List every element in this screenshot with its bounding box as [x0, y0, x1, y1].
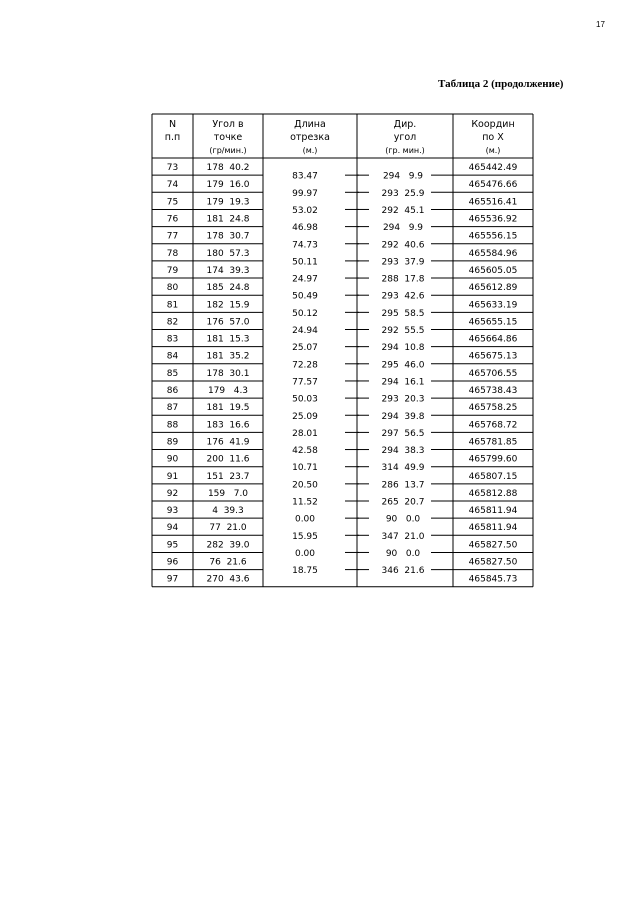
- point-number: 92: [166, 488, 179, 499]
- point-x-coordinate: 465633.19: [468, 300, 518, 311]
- point-number: 81: [166, 300, 179, 311]
- point-x-coordinate: 465664.86: [468, 334, 518, 345]
- segment-direction-angle: 294 9.9: [382, 223, 424, 234]
- point-x-coordinate: 465758.25: [468, 403, 518, 414]
- header-col5-line-0: Координ: [471, 119, 515, 130]
- segment-direction-angle: 293 25.9: [381, 188, 425, 199]
- point-number: 79: [166, 265, 179, 276]
- point-x-coordinate: 465584.96: [468, 248, 518, 259]
- segment-length: 50.12: [292, 308, 318, 319]
- point-angle: 183 16.6: [206, 420, 250, 431]
- header-col2-line-0: Угол в: [212, 119, 244, 130]
- point-angle: 200 11.6: [206, 454, 250, 465]
- segment-direction-angle: 265 20.7: [381, 497, 425, 508]
- point-x-coordinate: 465781.85: [468, 437, 518, 448]
- segment-direction-angle: 294 9.9: [382, 171, 424, 182]
- segment-direction-angle: 293 20.3: [381, 394, 425, 405]
- header-col2-line-2: (гр/мин.): [209, 146, 247, 155]
- header-col3-line-2: (м.): [302, 146, 318, 155]
- segment-direction-angle: 294 39.8: [381, 411, 425, 422]
- header-col5-line-1: по X: [482, 132, 504, 143]
- point-x-coordinate: 465812.88: [468, 488, 518, 499]
- point-x-coordinate: 465442.49: [468, 163, 518, 174]
- point-number: 75: [166, 197, 179, 208]
- point-x-coordinate: 465476.66: [468, 180, 518, 191]
- segment-length: 25.09: [292, 411, 318, 422]
- point-x-coordinate: 465807.15: [468, 471, 518, 482]
- segment-direction-angle: 292 45.1: [381, 205, 425, 216]
- point-number: 95: [166, 540, 179, 551]
- point-number: 77: [166, 231, 179, 242]
- segment-direction-angle: 314 49.9: [381, 463, 425, 474]
- point-x-coordinate: 465706.55: [468, 368, 518, 379]
- segment-length: 24.97: [292, 274, 318, 285]
- segment-length: 50.03: [292, 394, 318, 405]
- point-angle: 76 21.6: [209, 557, 247, 568]
- point-angle: 179 4.3: [207, 386, 249, 397]
- segment-direction-angle: 288 17.8: [381, 274, 425, 285]
- segment-length: 25.07: [292, 343, 318, 354]
- point-angle: 181 24.8: [206, 214, 250, 225]
- table-header: [165, 119, 515, 155]
- header-col3-line-1: отрезка: [290, 132, 330, 143]
- point-x-coordinate: 465827.50: [468, 540, 518, 551]
- point-angle: 176 57.0: [206, 317, 250, 328]
- point-angle: 174 39.3: [206, 265, 250, 276]
- header-col1-line-0: N: [168, 119, 177, 130]
- segment-length: 10.71: [292, 463, 318, 474]
- point-number: 96: [166, 557, 179, 568]
- point-angle: 159 7.0: [207, 488, 249, 499]
- point-angle: 185 24.8: [206, 283, 250, 294]
- header-col4-line-2: (гр. мин.): [385, 146, 425, 155]
- point-angle: 182 15.9: [206, 300, 250, 311]
- header-col4-line-1: угол: [393, 132, 417, 143]
- point-number: 76: [166, 214, 179, 225]
- segment-direction-angle: 286 13.7: [381, 480, 425, 491]
- point-angle: 151 23.7: [206, 471, 250, 482]
- segment-length: 11.52: [292, 497, 318, 508]
- segment-direction-angle: 293 42.6: [381, 291, 425, 302]
- point-angle: 4 39.3: [212, 506, 244, 517]
- point-x-coordinate: 465799.60: [468, 454, 518, 465]
- point-x-coordinate: 465612.89: [468, 283, 518, 294]
- header-col3-line-0: Длина: [294, 119, 326, 130]
- point-number: 87: [166, 403, 179, 414]
- point-number: 85: [166, 368, 179, 379]
- point-number: 91: [166, 471, 179, 482]
- point-x-coordinate: 465655.15: [468, 317, 518, 328]
- segment-direction-angle: 347 21.0: [381, 531, 425, 542]
- point-number: 84: [166, 351, 179, 362]
- point-number: 86: [166, 386, 179, 397]
- segment-direction-angle: 294 16.1: [381, 377, 425, 388]
- point-angle: 180 57.3: [206, 248, 250, 259]
- header-col5-line-2: (м.): [485, 146, 501, 155]
- segment-length: 77.57: [292, 377, 318, 388]
- segment-length: 46.98: [292, 223, 318, 234]
- segment-direction-angle: 294 38.3: [381, 446, 425, 457]
- segment-length: 99.97: [292, 188, 318, 199]
- segment-length: 15.95: [292, 531, 318, 542]
- segment-length: 42.58: [292, 446, 318, 457]
- segment-direction-angle: 293 37.9: [381, 257, 425, 268]
- point-angle: 179 19.3: [206, 197, 250, 208]
- point-number: 82: [166, 317, 179, 328]
- point-angle: 181 35.2: [206, 351, 250, 362]
- point-angle: 282 39.0: [206, 540, 250, 551]
- point-number: 94: [166, 523, 179, 534]
- point-angle: 77 21.0: [209, 523, 247, 534]
- segment-length: 0.00: [294, 548, 316, 559]
- point-x-coordinate: 465827.50: [468, 557, 518, 568]
- point-number: 83: [166, 334, 179, 345]
- segment-length: 0.00: [294, 514, 316, 525]
- point-angle: 181 19.5: [206, 403, 250, 414]
- segment-length: 72.28: [292, 360, 318, 371]
- segment-length: 20.50: [292, 480, 318, 491]
- table-caption: Таблица 2 (продолжение): [438, 78, 564, 90]
- segment-direction-angle: 90 0.0: [385, 514, 421, 525]
- point-number: 74: [166, 180, 179, 191]
- point-x-coordinate: 465811.94: [468, 523, 518, 534]
- segment-length: 53.02: [292, 205, 318, 216]
- point-number: 89: [166, 437, 179, 448]
- header-col2-line-1: точке: [213, 132, 243, 143]
- segment-direction-angle: 295 58.5: [381, 308, 425, 319]
- point-angle: 178 30.1: [206, 368, 250, 379]
- segment-length: 50.11: [292, 257, 318, 268]
- header-col4-line-0: Дир.: [393, 119, 417, 130]
- point-x-coordinate: 465845.73: [468, 574, 518, 585]
- point-x-coordinate: 465536.92: [468, 214, 518, 225]
- segment-direction-angle: 294 10.8: [381, 343, 425, 354]
- segment-length: 74.73: [292, 240, 318, 251]
- segment-length: 83.47: [292, 171, 318, 182]
- point-number: 80: [166, 283, 179, 294]
- point-number: 78: [166, 248, 179, 259]
- point-x-coordinate: 465556.15: [468, 231, 518, 242]
- segment-length: 50.49: [292, 291, 318, 302]
- segment-direction-angle: 295 46.0: [381, 360, 425, 371]
- point-number: 97: [166, 574, 179, 585]
- point-angle: 270 43.6: [206, 574, 250, 585]
- segment-direction-angle: 297 56.5: [381, 428, 425, 439]
- point-number: 73: [166, 163, 179, 174]
- point-x-coordinate: 465675.13: [468, 351, 518, 362]
- segment-length: 28.01: [292, 428, 318, 439]
- point-x-coordinate: 465605.05: [468, 265, 518, 276]
- segment-direction-angle: 346 21.6: [381, 566, 425, 577]
- page-number: 17: [596, 20, 605, 29]
- point-angle: 181 15.3: [206, 334, 250, 345]
- point-angle: 178 40.2: [206, 163, 250, 174]
- point-x-coordinate: 465811.94: [468, 506, 518, 517]
- point-angle: 179 16.0: [206, 180, 250, 191]
- segment-length: 24.94: [292, 326, 318, 336]
- segment-length: 18.75: [292, 566, 318, 577]
- header-col1-line-1: п.п: [164, 132, 181, 143]
- segment-direction-angle: 292 55.5: [381, 326, 425, 336]
- point-x-coordinate: 465516.41: [468, 197, 518, 208]
- point-number: 88: [166, 420, 179, 431]
- point-x-coordinate: 465738.43: [468, 386, 518, 397]
- point-number: 90: [166, 454, 179, 465]
- segment-direction-angle: 90 0.0: [385, 548, 421, 559]
- segment-direction-angle: 292 40.6: [381, 240, 425, 251]
- point-angle: 178 30.7: [206, 231, 250, 242]
- point-angle: 176 41.9: [206, 437, 250, 448]
- point-x-coordinate: 465768.72: [468, 420, 518, 431]
- point-number: 93: [166, 506, 179, 517]
